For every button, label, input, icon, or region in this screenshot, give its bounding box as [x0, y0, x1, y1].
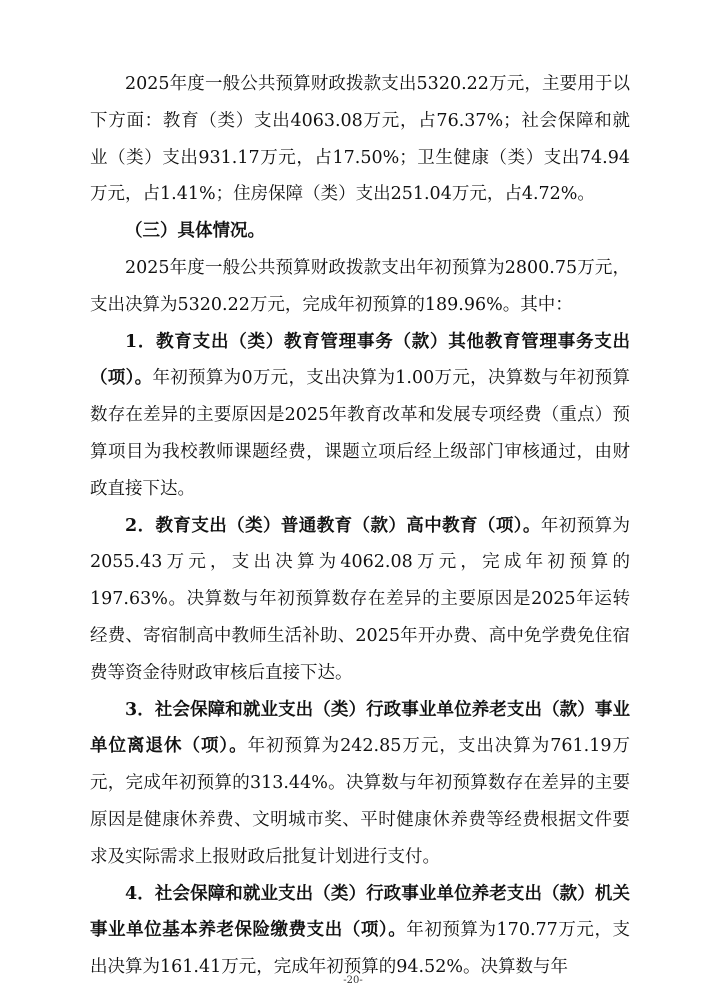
item-1-title: 1．教育支出（类）教育管理事务（款）其他教育管理事务支出（项）。: [90, 331, 630, 389]
item-3-title: 3．社会保障和就业支出（类）行政事业单位养老支出（款）事业单位离退休（项）。: [90, 699, 630, 757]
item-2-title: 2．教育支出（类）普通教育（款）高中教育（项）。: [125, 515, 541, 536]
item-3: [90, 692, 630, 876]
section-heading-specific-situation: （三）具体情况。: [125, 221, 265, 242]
item-4-title: 4．社会保障和就业支出（类）行政事业单位养老支出（款）机关事业单位基本养老保险缴费支出（项）。: [90, 883, 630, 941]
document-body: [90, 66, 630, 986]
item-2-text: 年初预算为2055.43万元，支出决算为4062.08万元，完成年初预算的197.63%。决算数与年初预算数存在差异的主要原因是2025年运转经费、寄宿制高中教师生活补助、2025年开办费、高中免学费免住宿费等资金待财政审核后直接下达。: [90, 515, 630, 683]
item-1: [90, 324, 630, 508]
item-2: [90, 508, 630, 692]
page-number: -20-: [343, 975, 363, 986]
paragraph-budget-overview: 2025年度一般公共预算财政拨款支出年初预算为2800.75万元，支出决算为5320.22万元，完成年初预算的189.96%。其中：: [90, 257, 630, 315]
item-3-text: 年初预算为242.85万元，支出决算为761.19万元，完成年初预算的313.44%。决算数与年初预算数存在差异的主要原因是健康休养费、文明城市奖、平时健康休养费等经费根据文件要求及实际需求上报财政后批复计划进行支付。: [90, 736, 630, 867]
item-4-text: 年初预算为170.77万元，支出决算为161.41万元，完成年初预算的94.52%。决算数与年: [90, 920, 631, 978]
item-4: [90, 876, 630, 986]
item-1-text: 年初预算为0万元，支出决算为1.00万元，决算数与年初预算数存在差异的主要原因是2025年教育改革和发展专项经费（重点）预算项目为我校教师课题经费，课题立项后经上级部门审核通过，由财政直接下达。: [90, 368, 630, 499]
paragraph-expenditure-summary: 2025年度一般公共预算财政拨款支出5320.22万元，主要用于以下方面：教育（类）支出4063.08万元，占76.37%；社会保障和就业（类）支出931.17万元，占17.50%；卫生健康（类）支出74.94万元，占1.41%；住房保障（类）支出251.04万元，占4.72%。: [90, 74, 630, 205]
